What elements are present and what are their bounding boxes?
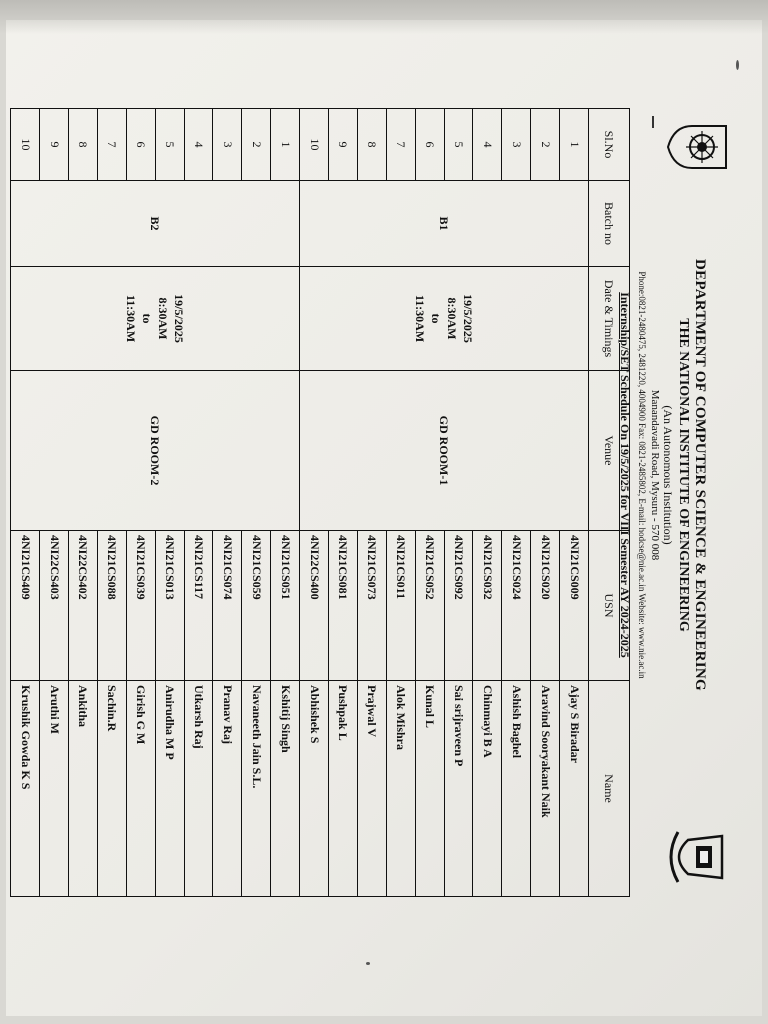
sl-no-cell: 5	[155, 109, 184, 181]
sl-no-cell: 9	[328, 109, 357, 181]
name-cell: Ashish Baghel	[502, 681, 531, 897]
sl-no-cell: 4	[184, 109, 213, 181]
name-cell: Aruthi M	[40, 681, 69, 897]
batch-cell: B2	[11, 181, 300, 267]
usn-cell: 4NI21CS009	[560, 531, 589, 681]
name-cell: Girish G M	[126, 681, 155, 897]
name-cell: Ajay S Biradar	[560, 681, 589, 897]
col-header-batch: Batch no	[589, 181, 630, 267]
date-timings-cell	[300, 267, 589, 371]
name-cell: Pushpak L	[328, 681, 357, 897]
batch-date: 19/5/2025	[461, 294, 476, 343]
col-header-date: Date & Timings	[589, 267, 630, 371]
batch-start-time: 8:30AM	[445, 297, 460, 340]
sl-no-cell: 8	[357, 109, 386, 181]
usn-cell: 4NI21CS052	[415, 531, 444, 681]
name-cell: Pranav Raj	[213, 681, 242, 897]
name-cell: Kshitij Singh	[271, 681, 300, 897]
table-header-row	[589, 109, 630, 897]
usn-cell: 4NI21CS059	[242, 531, 271, 681]
usn-cell: 4NI21CS117	[184, 531, 213, 681]
batch-end-time: 11:30AM	[413, 294, 428, 343]
department-title: DEPARTMENT OF COMPUTER SCIENCE & ENGINEERING	[692, 258, 708, 691]
name-cell: Sai srijraveen P	[444, 681, 473, 897]
usn-cell: 4NI21CS409	[11, 531, 40, 681]
schedule-table	[10, 108, 630, 897]
usn-cell: 4NI21CS020	[531, 531, 560, 681]
usn-cell: 4NI21CS088	[97, 531, 126, 681]
table-row	[271, 109, 300, 897]
usn-cell: 4NI21CS011	[386, 531, 415, 681]
name-cell: Prajwal V	[357, 681, 386, 897]
name-cell: Kunal L	[415, 681, 444, 897]
sl-no-cell: 1	[271, 109, 300, 181]
institute-contact: Phone:0821-2480475, 2481220, 4004900 Fax: 0821-2485802, E-mail: hodcse@nie.ac.in Website: www.nie.ac.in	[637, 271, 647, 679]
usn-cell: 4NI21CS092	[444, 531, 473, 681]
batch-end-time: 11:30AM	[124, 294, 139, 343]
table-row	[560, 109, 589, 897]
autonomous-note: (An Autonomous Institution)	[661, 405, 675, 545]
name-cell: Navaneeth Jain S.L.	[242, 681, 271, 897]
usn-cell: 4NI21CS032	[473, 531, 502, 681]
usn-cell: 4NI21CS073	[357, 531, 386, 681]
sl-no-cell: 2	[531, 109, 560, 181]
sl-no-cell: 7	[386, 109, 415, 181]
sl-no-cell: 10	[11, 109, 40, 181]
sl-no-cell: 1	[560, 109, 589, 181]
date-timings-cell	[11, 267, 300, 371]
sl-no-cell: 5	[444, 109, 473, 181]
usn-cell: 4NI22CS402	[68, 531, 97, 681]
name-cell: Krushik Gowda K S	[11, 681, 40, 897]
batch-cell: B1	[300, 181, 589, 267]
usn-cell: 4NI22CS400	[300, 531, 329, 681]
name-cell: Abhishek S	[300, 681, 329, 897]
sl-no-cell: 3	[502, 109, 531, 181]
schedule-title: Internship/SET Schedule On 19/5/2025 for VIII Semester AY 2024-2025	[618, 292, 632, 658]
sl-no-cell: 9	[40, 109, 69, 181]
usn-cell: 4NI21CS074	[213, 531, 242, 681]
name-cell: Chinmayi B A	[473, 681, 502, 897]
batch-to: to	[140, 313, 155, 324]
sl-no-cell: 6	[126, 109, 155, 181]
col-header-slno: Sl.No	[589, 109, 630, 181]
sl-no-cell: 7	[97, 109, 126, 181]
col-header-usn: USN	[589, 531, 630, 681]
venue-cell: GD ROOM-1	[300, 371, 589, 531]
name-cell: Ankitha	[68, 681, 97, 897]
batch-start-time: 8:30AM	[156, 297, 171, 340]
usn-cell: 4NI21CS051	[271, 531, 300, 681]
name-cell: Alok Mishra	[386, 681, 415, 897]
name-cell: Aravind Sooryakant Naik	[531, 681, 560, 897]
sl-no-cell: 8	[68, 109, 97, 181]
sl-no-cell: 4	[473, 109, 502, 181]
batch-date: 19/5/2025	[172, 294, 187, 343]
venue-cell: GD ROOM-2	[11, 371, 300, 531]
col-header-name: Name	[589, 681, 630, 897]
name-cell: Sachin.R	[97, 681, 126, 897]
usn-cell: 4NI21CS013	[155, 531, 184, 681]
name-cell: Anirudha M P	[155, 681, 184, 897]
sl-no-cell: 6	[415, 109, 444, 181]
usn-cell: 4NI21CS024	[502, 531, 531, 681]
batch-to: to	[429, 313, 444, 324]
sl-no-cell: 3	[213, 109, 242, 181]
usn-cell: 4NI22CS403	[40, 531, 69, 681]
institute-name: THE NATIONAL INSTITUTE OF ENGINEERING	[676, 318, 691, 632]
sl-no-cell: 10	[300, 109, 329, 181]
institute-crest-icon	[666, 828, 728, 886]
col-header-venue: Venue	[589, 371, 630, 531]
usn-cell: 4NI21CS081	[328, 531, 357, 681]
name-cell: Utkarsh Raj	[184, 681, 213, 897]
usn-cell: 4NI21CS039	[126, 531, 155, 681]
institute-address: Manandavadi Road, Mysuru - 570 008	[649, 389, 661, 561]
sl-no-cell: 2	[242, 109, 271, 181]
